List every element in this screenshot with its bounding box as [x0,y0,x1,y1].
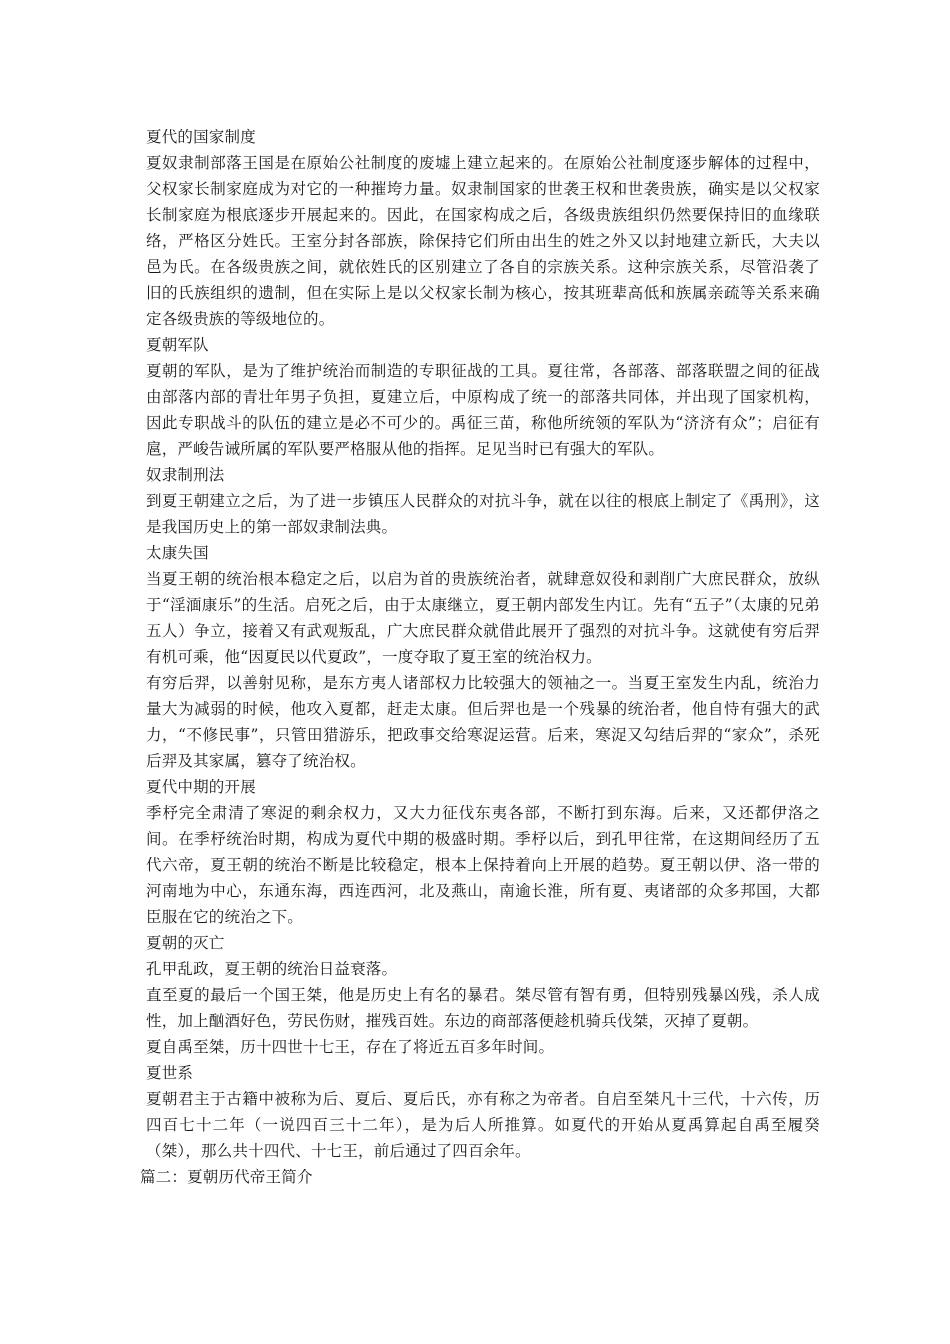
section-heading: 夏朝的灭亡 [146,934,225,952]
section-criminal-law [140,462,820,540]
section-paragraph: 到夏王朝建立之后，为了进一步镇压人民群众的对抗斗争，就在以往的根底上制定了《禹刑》，这是我国历史上的第一部奴隶制法典。 [146,492,820,536]
section-paragraph: 直至夏的最后一个国王桀，他是历史上有名的暴君。桀尽管有智有勇，但特别残暴凶残，杀人成性，加上酗酒好色，劳民伤财，摧残百姓。东边的商部落便趁机骑兵伐桀，灭掉了夏朝。 [146,986,820,1030]
section-army [140,332,820,462]
section-paragraph: 季杼完全肃清了寒浞的剩余权力，又大力征伐东夷各部，不断打到东海。后来，又还都伊洛之间。在季杼统治时期，构成为夏代中期的极盛时期。季杼以后，到孔甲往常，在这期间经历了五代六帝，夏王朝的统治不断是比较稳定，根本上保持着向上开展的趋势。夏王朝以伊、洛一带的河南地为中心，东通东海，西连西河，北及燕山，南逾长淮，所有夏、夷诸部的众多邦国，大都臣服在它的统治之下。 [146,804,820,926]
section-paragraph: 有穷后羿，以善射见称，是东方夷人诸部权力比较强大的领袖之一。当夏王室发生内乱，统治力量大为减弱的时候，他攻入夏都，赶走太康。但后羿也是一个残暴的统治者，他自恃有强大的武力，“不修民事”，只管田猎游乐，把政事交给寒浞运营。后来，寒浞又勾结后羿的“家众”，杀死后羿及其家属，篡夺了统治权。 [146,674,820,770]
section-heading: 奴隶制刑法 [146,466,225,484]
section-state-system [140,124,820,332]
section-fall [140,930,820,1060]
section-heading: 夏代中期的开展 [146,778,256,796]
closing-heading: 篇二：夏朝历代帝王简介 [140,1168,313,1186]
section-mid-xia [140,774,820,930]
section-paragraph: 孔甲乱政，夏王朝的统治日益衰落。 [146,960,398,978]
section-heading: 夏代的国家制度 [146,128,256,146]
section-heading: 夏世系 [146,1064,194,1082]
section-taikang [140,540,820,774]
section-lineage [140,1060,820,1164]
section-paragraph: 夏朝君主于古籍中被称为后、夏后、夏后氏，亦有称之为帝者。自启至桀凡十三代，十六传，历四百七十二年（一说四百三十二年），是为后人所推算。如夏代的开始从夏禹算起自禹至履癸（桀），那么共十四代、十七王，前后通过了四百余年。 [146,1090,820,1160]
section-paragraph: 夏自禹至桀，历十四世十七王，存在了将近五百多年时间。 [146,1038,555,1056]
section-heading: 夏朝军队 [146,336,209,354]
document-page [140,124,820,1190]
section-paragraph: 夏奴隶制部落王国是在原始公社制度的废墟上建立起来的。在原始公社制度逐步解体的过程中，父权家长制家庭成为对它的一种摧垮力量。奴隶制国家的世袭王权和世袭贵族，确实是以父权家长制家庭为根底逐步开展起来的。因此，在国家构成之后，各级贵族组织仍然要保持旧的血缘联络，严格区分姓氏。王室分封各部族，除保持它们所由出生的姓之外又以封地建立新氏，大夫以邑为氏。在各级贵族之间，就依姓氏的区别建立了各自的宗族关系。这种宗族关系，尽管沿袭了旧的氏族组织的遗制，但在实际上是以父权家长制为核心，按其班辈高低和族属亲疏等关系来确定各级贵族的等级地位的。 [146,154,820,328]
section-paragraph: 夏朝的军队，是为了维护统治而制造的专职征战的工具。夏往常，各部落、部落联盟之间的征战由部落内部的青壮年男子负担，夏建立后，中原构成了统一的部落共同体，并出现了国家机构，因此专职战斗的队伍的建立是必不可少的。禹征三苗，称他所统领的军队为“济济有众”；启征有扈，严峻告诫所属的军队要严格服从他的指挥。足见当时已有强大的军队。 [146,362,820,458]
section-heading: 太康失国 [146,544,209,562]
section-paragraph: 当夏王朝的统治根本稳定之后，以启为首的贵族统治者，就肆意奴役和剥削广大庶民群众，放纵于“淫湎康乐”的生活。启死之后，由于太康继立，夏王朝内部发生内讧。先有“五子”（太康的兄弟五人）争立，接着又有武观叛乱，广大庶民群众就借此展开了强烈的对抗斗争。这就使有穷后羿有机可乘，他“因夏民以代夏政”，一度夺取了夏王室的统治权力。 [146,570,820,666]
